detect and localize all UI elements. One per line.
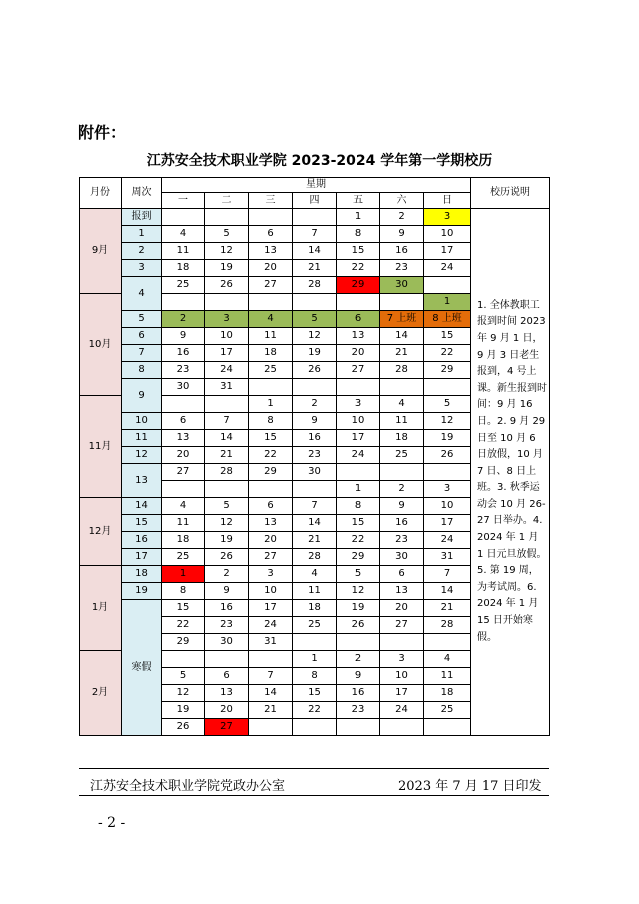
date-cell: 14: [380, 328, 424, 345]
date-cell: 26: [162, 719, 205, 736]
date-cell: 27: [380, 617, 424, 634]
date-cell: 10: [205, 328, 249, 345]
date-cell: 20: [249, 260, 293, 277]
date-cell: 20: [162, 447, 205, 464]
date-cell: 18: [162, 532, 205, 549]
month-cell: 2月: [79, 651, 122, 736]
date-cell: 13: [162, 430, 205, 447]
date-cell: 17: [380, 685, 424, 702]
date-cell: 14: [249, 685, 293, 702]
date-cell: [205, 294, 249, 311]
date-cell: 7: [424, 566, 471, 583]
week-cell: 6: [122, 328, 162, 345]
date-cell: 25: [293, 617, 337, 634]
date-cell: [249, 209, 293, 226]
date-cell: 12: [293, 328, 337, 345]
date-cell: 30: [205, 634, 249, 651]
date-cell: 13: [337, 328, 380, 345]
date-cell: 14: [293, 515, 337, 532]
date-cell: 29: [424, 362, 471, 379]
date-cell: 26: [205, 277, 249, 294]
date-cell: 4: [380, 396, 424, 413]
date-cell: 28: [293, 549, 337, 566]
date-cell: [162, 481, 205, 498]
date-cell: 9: [380, 226, 424, 243]
date-cell: 29: [162, 634, 205, 651]
date-cell: [249, 294, 293, 311]
date-cell: 17: [424, 515, 471, 532]
date-cell: 2: [205, 566, 249, 583]
header-day: 三: [249, 193, 293, 209]
date-cell: [293, 379, 337, 396]
date-cell: 12: [162, 685, 205, 702]
date-cell: 18: [162, 260, 205, 277]
date-cell: 9: [205, 583, 249, 600]
date-cell: 17: [337, 430, 380, 447]
date-cell: 16: [162, 345, 205, 362]
date-cell: 11: [380, 413, 424, 430]
date-cell: 30: [380, 549, 424, 566]
date-cell: [424, 719, 471, 736]
week-cell: 7: [122, 345, 162, 362]
date-cell: [380, 634, 424, 651]
date-cell: 22: [293, 702, 337, 719]
date-cell: 18: [293, 600, 337, 617]
week-cell: 寒假: [122, 600, 162, 736]
date-cell: 3: [249, 566, 293, 583]
date-cell: 10: [380, 668, 424, 685]
date-cell: 13: [249, 515, 293, 532]
date-cell: 31: [249, 634, 293, 651]
date-cell: [337, 464, 380, 481]
date-cell: 21: [293, 260, 337, 277]
date-cell: 9: [337, 668, 380, 685]
date-cell: 2: [162, 311, 205, 328]
date-cell: 5: [162, 668, 205, 685]
date-cell: 26: [337, 617, 380, 634]
week-cell: 3: [122, 260, 162, 277]
date-cell: 15: [337, 515, 380, 532]
date-cell: 8: [162, 583, 205, 600]
date-cell: 2: [337, 651, 380, 668]
date-cell: [337, 294, 380, 311]
date-cell: 5: [337, 566, 380, 583]
date-cell: 24: [424, 532, 471, 549]
date-cell: 1: [162, 566, 205, 583]
week-cell: 11: [122, 430, 162, 447]
date-cell: 29: [249, 464, 293, 481]
date-cell: 30: [293, 464, 337, 481]
month-cell: 10月: [79, 294, 122, 396]
date-cell: [380, 464, 424, 481]
date-cell: 27: [337, 362, 380, 379]
date-cell: [380, 719, 424, 736]
week-cell: 1: [122, 226, 162, 243]
date-cell: 28: [424, 617, 471, 634]
date-cell: [205, 481, 249, 498]
header-week: 周次: [122, 177, 162, 209]
date-cell: 4: [293, 566, 337, 583]
date-cell: 10: [424, 226, 471, 243]
date-cell: 15: [249, 430, 293, 447]
date-cell: 8: [337, 498, 380, 515]
date-cell: 19: [424, 430, 471, 447]
week-cell: 17: [122, 549, 162, 566]
date-cell: 29: [337, 549, 380, 566]
month-cell: 11月: [79, 396, 122, 498]
date-cell: [205, 209, 249, 226]
date-cell: 10: [337, 413, 380, 430]
date-cell: [293, 481, 337, 498]
date-cell: 7: [293, 498, 337, 515]
date-cell: 22: [424, 345, 471, 362]
date-cell: 24: [249, 617, 293, 634]
week-cell: 15: [122, 515, 162, 532]
date-cell: 15: [337, 243, 380, 260]
week-cell: 16: [122, 532, 162, 549]
date-cell: 21: [205, 447, 249, 464]
date-cell: 11: [424, 668, 471, 685]
attachment-label: 附件：: [78, 123, 127, 142]
date-cell: [293, 634, 337, 651]
date-cell: [162, 651, 205, 668]
date-cell: 1: [337, 481, 380, 498]
date-cell: 31: [424, 549, 471, 566]
date-cell: 30: [380, 277, 424, 294]
date-cell: 6: [249, 226, 293, 243]
date-cell: 3: [205, 311, 249, 328]
date-cell: 14: [424, 583, 471, 600]
date-cell: 13: [380, 583, 424, 600]
date-cell: 10: [249, 583, 293, 600]
date-cell: 28: [205, 464, 249, 481]
date-cell: 8: [249, 413, 293, 430]
header-day: 六: [380, 193, 424, 209]
date-cell: 12: [424, 413, 471, 430]
date-cell: 23: [162, 362, 205, 379]
date-cell: 26: [205, 549, 249, 566]
date-cell: 27: [249, 549, 293, 566]
date-cell: 24: [380, 702, 424, 719]
date-cell: 28: [380, 362, 424, 379]
date-cell: 13: [205, 685, 249, 702]
date-cell: 20: [337, 345, 380, 362]
date-cell: 12: [205, 243, 249, 260]
header-day: 四: [293, 193, 337, 209]
date-cell: 8: [293, 668, 337, 685]
date-cell: 22: [337, 532, 380, 549]
week-cell: 8: [122, 362, 162, 379]
date-cell: [162, 396, 205, 413]
date-cell: 11: [249, 328, 293, 345]
date-cell: 23: [205, 617, 249, 634]
date-cell: 4: [249, 311, 293, 328]
date-cell: 6: [380, 566, 424, 583]
date-cell: [205, 396, 249, 413]
week-cell: 报到: [122, 209, 162, 226]
week-cell: 9: [122, 379, 162, 413]
date-cell: 6: [205, 668, 249, 685]
header-day: 二: [205, 193, 249, 209]
date-cell: 14: [205, 430, 249, 447]
date-cell: 6: [249, 498, 293, 515]
calendar-title: 江苏安全技术职业学院 2023-2024 学年第一学期校历: [146, 153, 493, 169]
week-cell: 4: [122, 277, 162, 311]
date-cell: 12: [205, 515, 249, 532]
date-cell: 13: [249, 243, 293, 260]
date-cell: 17: [424, 243, 471, 260]
date-cell: 19: [205, 260, 249, 277]
date-cell: 8: [337, 226, 380, 243]
week-cell: 13: [122, 464, 162, 498]
date-cell: 16: [380, 515, 424, 532]
date-cell: 19: [293, 345, 337, 362]
week-cell: 14: [122, 498, 162, 515]
date-cell: 26: [424, 447, 471, 464]
week-cell: 19: [122, 583, 162, 600]
date-cell: 4: [424, 651, 471, 668]
header-month: 月份: [79, 177, 122, 209]
date-cell: 21: [249, 702, 293, 719]
date-cell: 12: [337, 583, 380, 600]
date-cell: 3: [424, 209, 471, 226]
date-cell: [424, 379, 471, 396]
date-cell: 23: [337, 702, 380, 719]
date-cell: 20: [205, 702, 249, 719]
week-cell: 5: [122, 311, 162, 328]
month-cell: 1月: [79, 566, 122, 651]
date-cell: [293, 209, 337, 226]
date-cell: 22: [337, 260, 380, 277]
date-cell: [249, 719, 293, 736]
date-cell: 3: [380, 651, 424, 668]
date-cell: 5: [293, 311, 337, 328]
date-cell: 9: [380, 498, 424, 515]
header-notes: 校历说明: [471, 177, 550, 209]
date-cell: 27: [205, 719, 249, 736]
date-cell: 20: [380, 600, 424, 617]
date-cell: 28: [293, 277, 337, 294]
date-cell: 3: [424, 481, 471, 498]
date-cell: [337, 634, 380, 651]
date-cell: 4: [162, 498, 205, 515]
date-cell: 5: [424, 396, 471, 413]
week-cell: 10: [122, 413, 162, 430]
date-cell: 11: [293, 583, 337, 600]
date-cell: 6: [337, 311, 380, 328]
date-cell: 20: [249, 532, 293, 549]
date-cell: [337, 719, 380, 736]
date-cell: [249, 651, 293, 668]
date-cell: 21: [424, 600, 471, 617]
date-cell: 31: [205, 379, 249, 396]
date-cell: 8 上班: [424, 311, 471, 328]
date-cell: 11: [162, 243, 205, 260]
notes-cell: [471, 209, 550, 736]
date-cell: [162, 294, 205, 311]
date-cell: 25: [424, 702, 471, 719]
date-cell: 30: [162, 379, 205, 396]
date-cell: [424, 634, 471, 651]
date-cell: 9: [162, 328, 205, 345]
footer-bottom-rule: [79, 795, 549, 796]
date-cell: 19: [162, 702, 205, 719]
date-cell: [424, 464, 471, 481]
header-day: 一: [162, 193, 205, 209]
date-cell: [293, 294, 337, 311]
date-cell: 26: [293, 362, 337, 379]
header-day: 日: [424, 193, 471, 209]
date-cell: 10: [424, 498, 471, 515]
week-cell: 2: [122, 243, 162, 260]
date-cell: 18: [380, 430, 424, 447]
date-cell: 16: [380, 243, 424, 260]
date-cell: 17: [205, 345, 249, 362]
header-weekday-group: 星期: [162, 177, 471, 193]
date-cell: 24: [337, 447, 380, 464]
date-cell: 1: [424, 294, 471, 311]
date-cell: 14: [293, 243, 337, 260]
date-cell: 25: [162, 549, 205, 566]
date-cell: 21: [380, 345, 424, 362]
date-cell: 2: [293, 396, 337, 413]
date-cell: 7: [293, 226, 337, 243]
week-cell: 12: [122, 447, 162, 464]
date-cell: [424, 277, 471, 294]
date-cell: [249, 379, 293, 396]
date-cell: 1: [249, 396, 293, 413]
date-cell: 16: [205, 600, 249, 617]
date-cell: 23: [380, 260, 424, 277]
date-cell: 7: [205, 413, 249, 430]
week-cell: 18: [122, 566, 162, 583]
footer-top-rule: [79, 768, 549, 769]
date-cell: 2: [380, 481, 424, 498]
date-cell: 6: [162, 413, 205, 430]
date-cell: 22: [162, 617, 205, 634]
calendar-notes: 1. 全体教职工报到时间 2023 年 9 月 1 日，9 月 3 日老生报到，4 号上课。新生报到时间：9 月 16 日。2. 9 月 29 日至 10 月 6 日放假，10 月 7 日、8 日上班。3. 秋季运动会 10 月 26-27 日举办。4. 2024 年 1 月 1 日元旦放假。5. 第 19 周，为考试周。6. 2024 年 1 月 15 日开始寒假。: [477, 299, 547, 643]
issue-date: 2023 年 7 月 17 日印发: [398, 779, 542, 794]
header-day: 五: [337, 193, 380, 209]
date-cell: 19: [205, 532, 249, 549]
date-cell: 25: [162, 277, 205, 294]
date-cell: 5: [205, 498, 249, 515]
date-cell: 18: [424, 685, 471, 702]
date-cell: 24: [424, 260, 471, 277]
date-cell: 17: [249, 600, 293, 617]
date-cell: [162, 209, 205, 226]
date-cell: 16: [293, 430, 337, 447]
date-cell: 23: [293, 447, 337, 464]
page-number: - 2 -: [98, 815, 126, 831]
date-cell: 16: [337, 685, 380, 702]
date-cell: 3: [337, 396, 380, 413]
date-cell: 29: [337, 277, 380, 294]
date-cell: 11: [162, 515, 205, 532]
month-cell: 9月: [79, 209, 122, 294]
date-cell: 15: [162, 600, 205, 617]
date-cell: [380, 379, 424, 396]
date-cell: 23: [380, 532, 424, 549]
date-cell: 2: [380, 209, 424, 226]
date-cell: 7 上班: [380, 311, 424, 328]
date-cell: [380, 294, 424, 311]
date-cell: 1: [293, 651, 337, 668]
month-cell: 12月: [79, 498, 122, 566]
date-cell: 27: [249, 277, 293, 294]
date-cell: 21: [293, 532, 337, 549]
date-cell: [337, 379, 380, 396]
date-cell: 15: [424, 328, 471, 345]
date-cell: [249, 481, 293, 498]
date-cell: 25: [380, 447, 424, 464]
date-cell: [205, 651, 249, 668]
date-cell: 4: [162, 226, 205, 243]
date-cell: 5: [205, 226, 249, 243]
school-calendar-table: [79, 177, 550, 750]
date-cell: 15: [293, 685, 337, 702]
date-cell: 9: [293, 413, 337, 430]
date-cell: 1: [337, 209, 380, 226]
date-cell: 25: [249, 362, 293, 379]
date-cell: 22: [249, 447, 293, 464]
date-cell: 7: [249, 668, 293, 685]
issuing-office: 江苏安全技术职业学院党政办公室: [90, 779, 286, 794]
date-cell: 18: [249, 345, 293, 362]
date-cell: 24: [205, 362, 249, 379]
date-cell: 27: [162, 464, 205, 481]
date-cell: [293, 719, 337, 736]
date-cell: 19: [337, 600, 380, 617]
